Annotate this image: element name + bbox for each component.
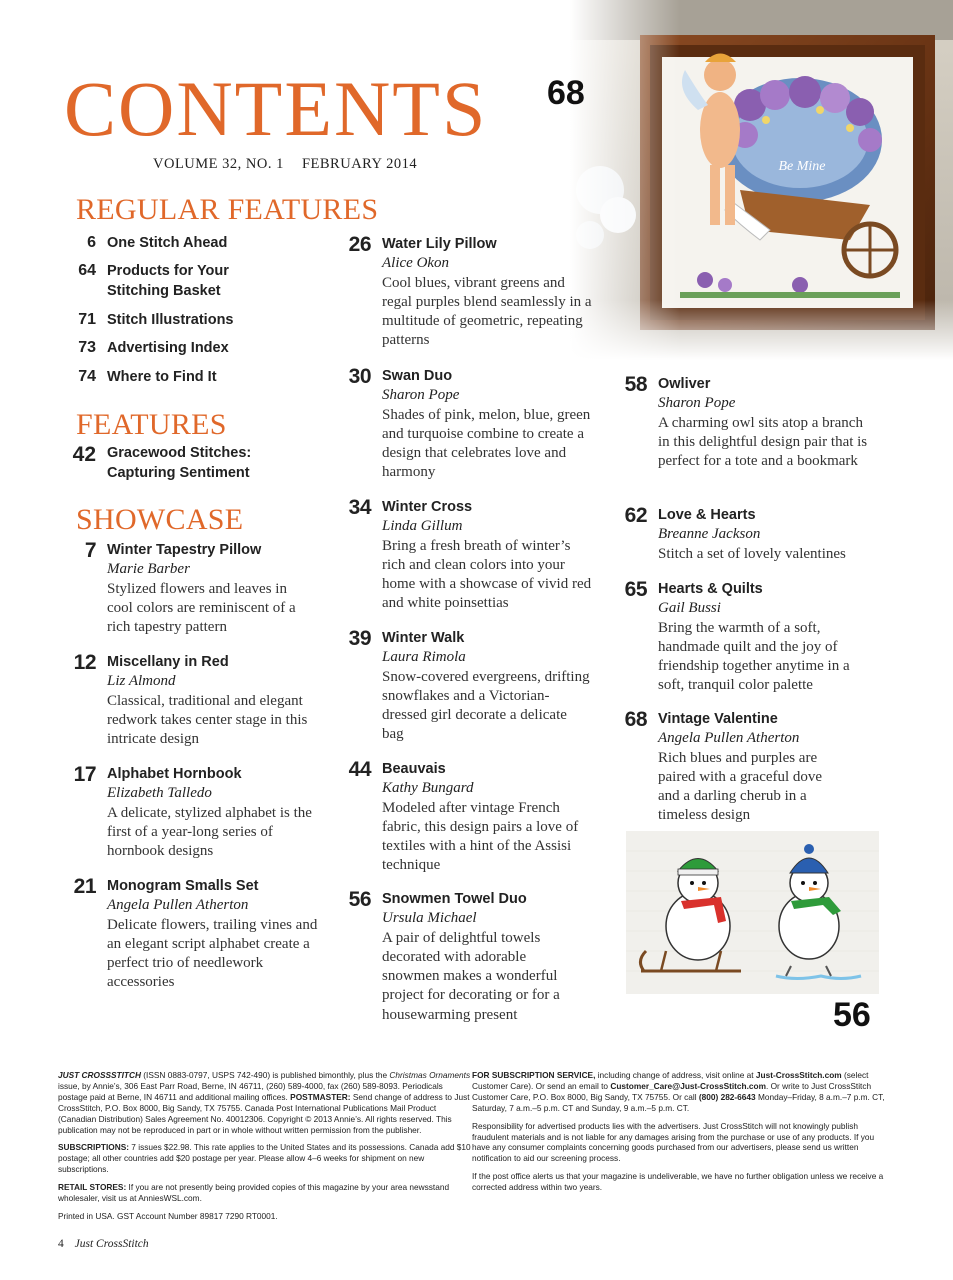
designer-name: Gail Bussi (658, 600, 721, 616)
designer-name: Ursula Michael (382, 910, 477, 926)
page-number: 34 (348, 496, 371, 519)
page-number: 71 (78, 311, 96, 328)
issue-info (153, 156, 431, 173)
page-number: 12 (73, 651, 96, 674)
project-title: Love & Hearts (658, 507, 756, 523)
feature-label: Where to Find It (107, 369, 217, 385)
feature-label: Stitch Illustrations (107, 312, 234, 328)
publication-name: JUST CROSSSTITCH (58, 1070, 141, 1080)
page-number: 7 (84, 539, 96, 562)
project-title: Water Lily Pillow (382, 236, 497, 252)
page-number: 17 (73, 763, 96, 786)
phone-number: (800) 282-6643 (698, 1091, 756, 1102)
page-number: 64 (78, 262, 96, 279)
page-number: 65 (624, 578, 647, 601)
page-number: 6 (87, 234, 96, 251)
feature-label: Advertising Index (107, 340, 229, 356)
page-number: 39 (348, 627, 371, 650)
designer-name: Angela Pullen Atherton (658, 730, 800, 746)
page-number: 58 (624, 373, 647, 396)
publication-info-left (58, 1070, 472, 1229)
designer-name: Kathy Bungard (382, 780, 474, 796)
project-description: Shades of pink, melon, blue, green and turquoise combine to create a design that celebrates love and harmony (382, 406, 591, 481)
project-title: Owliver (658, 376, 711, 392)
footer-magazine-name: Just CrossStitch (74, 1238, 149, 1250)
responsibility-statement: Responsibility for advertised products lies with the advertisers. Just CrossStitch will not knowingly publish fraudulent materials and is not liable for any damages arising from the purchase or use of any products. If you have any consumer complaints concerning goods purchased from our advertisers, please send us written notification to aid our screening process. (472, 1120, 875, 1164)
printed-statement: Printed in USA. GST Account Number 89817 7290 RT0001. (58, 1210, 278, 1221)
project-title: Snowmen Towel Duo (382, 891, 527, 907)
designer-name: Marie Barber (107, 561, 190, 577)
designer-name: Breanne Jackson (658, 526, 761, 542)
page-number: 56 (348, 888, 371, 911)
section-regular-features: REGULAR FEATURES (76, 193, 379, 226)
project-description: A pair of delightful towels decorated with adorable snowmen makes a wonderful project for decorating or for a housewarming present (382, 929, 560, 1023)
website-link[interactable]: Just-CrossStitch.com (755, 1070, 842, 1080)
be-mine-sign: Be Mine (778, 159, 826, 174)
page-title: CONTENTS (64, 65, 488, 152)
project-title: Beauvais (382, 761, 446, 777)
project-title: Monogram Smalls Set (107, 878, 259, 894)
post-office-statement: If the post office alerts us that your magazine is undeliverable, we have no further obligation unless we receive a corrected address within two years. (472, 1171, 884, 1193)
subscriptions-statement: SUBSCRIPTIONS: 7 issues $22.98. This rate applies to the United States and its possessions. Canada add $10 postage; all other countries add $20 postage per year. Please allow 4–6 weeks for shipment on new subscriptions. (58, 1142, 471, 1175)
page-number: 21 (73, 875, 96, 898)
email-link[interactable]: Customer_Care@Just-CrossStitch.com (610, 1080, 766, 1091)
designer-name: Liz Almond (107, 673, 176, 689)
feature-label: Gracewood Stitches: Capturing Sentiment (107, 445, 252, 481)
project-description: Snow-covered evergreens, drifting snowflakes and a Victorian-dressed girl decorate a delicate bag (382, 668, 590, 743)
volume-label: VOLUME 32, NO. 1 (153, 156, 284, 172)
snowmen-towel-photo (626, 831, 879, 994)
project-title: Winter Walk (382, 630, 465, 646)
retail-statement: RETAIL STORES: If you are not presently being provided copies of this magazine by your area newsstand wholesaler, visit us at AnniesWSL.com. (58, 1182, 450, 1204)
project-description: Bring a fresh breath of winter’s rich and clean colors into your home with a showcase of vivid red and white poinsettias (382, 537, 592, 612)
page-number: 44 (348, 758, 371, 781)
page-number: 62 (624, 504, 647, 527)
designer-name: Sharon Pope (658, 395, 736, 411)
designer-name: Laura Rimola (382, 649, 466, 665)
designer-name: Angela Pullen Atherton (107, 897, 249, 913)
project-description: Stylized flowers and leaves in cool colors are reminiscent of a rich tapestry pattern (107, 580, 296, 636)
project-description: A charming owl sits atop a branch in this delightful design pair that is perfect for a tote and a bookmark (658, 414, 868, 470)
photo-page-number-bottom: 56 (833, 996, 871, 1034)
page-number: 73 (78, 339, 96, 356)
page-footer (58, 1238, 149, 1250)
project-description: Delicate flowers, trailing vines and an elegant script alphabet create a perfect trio of needlework accessories (107, 916, 318, 991)
project-title: Swan Duo (382, 368, 453, 384)
date-label: FEBRUARY 2014 (301, 156, 418, 172)
publisher-statement: JUST CROSSSTITCH (ISSN 0883-0797, USPS 742-490) is published bimonthly, plus the Christmas Ornaments issue, by Annie’s, 306 East Parr Road, Berne, IN 46711, (260) 589-4000, fax (260) 589-8093. Periodicals postage paid at Berne, IN 46711 and additional mailing offices. POSTMASTER: Send change of address to Just CrossStitch, P.O. Box 8000, Big Sandy, TX 75755. Canada Post International Publications Mail Product (Canadian Distribution) Sales Agreement No. 40012306. Copyright © 2013 Annie’s. All rights reserved. This publication may not be reproduced in part or in whole without written permission from the publisher. (58, 1070, 471, 1135)
page-number: 42 (72, 443, 96, 466)
page-number: 26 (348, 233, 371, 256)
service-statement: FOR SUBSCRIPTION SERVICE, including change of address, visit online at Just-CrossStitch.com (select Customer Care). Or send an email to Customer_Care@Just-CrossStitch.com. Or write to Just CrossStitch Customer Care, P.O. Box 8000, Big Sandy, TX 75755. Or call (800) 282-6643 Monday–Friday, 8 a.m.–7 p.m. CT, Saturday, 7 a.m.–5 p.m. CT and Sunday, 9 a.m.–5 p.m. CT. (472, 1070, 885, 1113)
page-number: 68 (624, 708, 647, 731)
section-showcase: SHOWCASE (76, 503, 244, 536)
project-title: Vintage Valentine (658, 711, 778, 727)
section-features: FEATURES (76, 408, 227, 441)
designer-name: Elizabeth Talledo (107, 785, 212, 801)
project-description: Stitch a set of lovely valentines (658, 545, 846, 562)
project-title: Miscellany in Red (107, 654, 229, 670)
project-description: Cool blues, vibrant greens and regal purples blend seamlessly in a multitude of geometric, repeating patterns (382, 274, 592, 349)
publication-info-right (472, 1070, 886, 1200)
page-number: 30 (348, 365, 371, 388)
project-description: Modeled after vintage French fabric, this design pairs a love of textiles with a hint of the Assisi technique (382, 799, 579, 874)
cherub-wheelbarrow-photo (570, 0, 953, 360)
feature-label: Products for Your Stitching Basket (107, 263, 229, 299)
page-number: 74 (78, 368, 96, 385)
project-description: Bring the warmth of a soft, handmade quilt and the joy of friendship together anytime in a soft, tranquil color palette (658, 619, 850, 694)
feature-label: One Stitch Ahead (107, 235, 228, 251)
designer-name: Linda Gillum (382, 518, 463, 534)
designer-name: Alice Okon (382, 255, 450, 271)
project-title: Winter Cross (382, 499, 473, 515)
project-description: A delicate, stylized alphabet is the first of a year-long series of hornbook designs (107, 804, 312, 860)
project-description: Rich blues and purples are paired with a graceful dove and a darling cherub in a timeless design (658, 749, 823, 824)
project-description: Classical, traditional and elegant redwork takes center stage in this intricate design (107, 692, 308, 748)
project-title: Alphabet Hornbook (107, 766, 242, 782)
project-title: Hearts & Quilts (658, 581, 763, 597)
photo-page-number-top: 68 (547, 74, 585, 112)
project-title: Winter Tapestry Pillow (107, 542, 262, 558)
designer-name: Sharon Pope (382, 387, 460, 403)
footer-page-number: 4 (58, 1238, 64, 1250)
